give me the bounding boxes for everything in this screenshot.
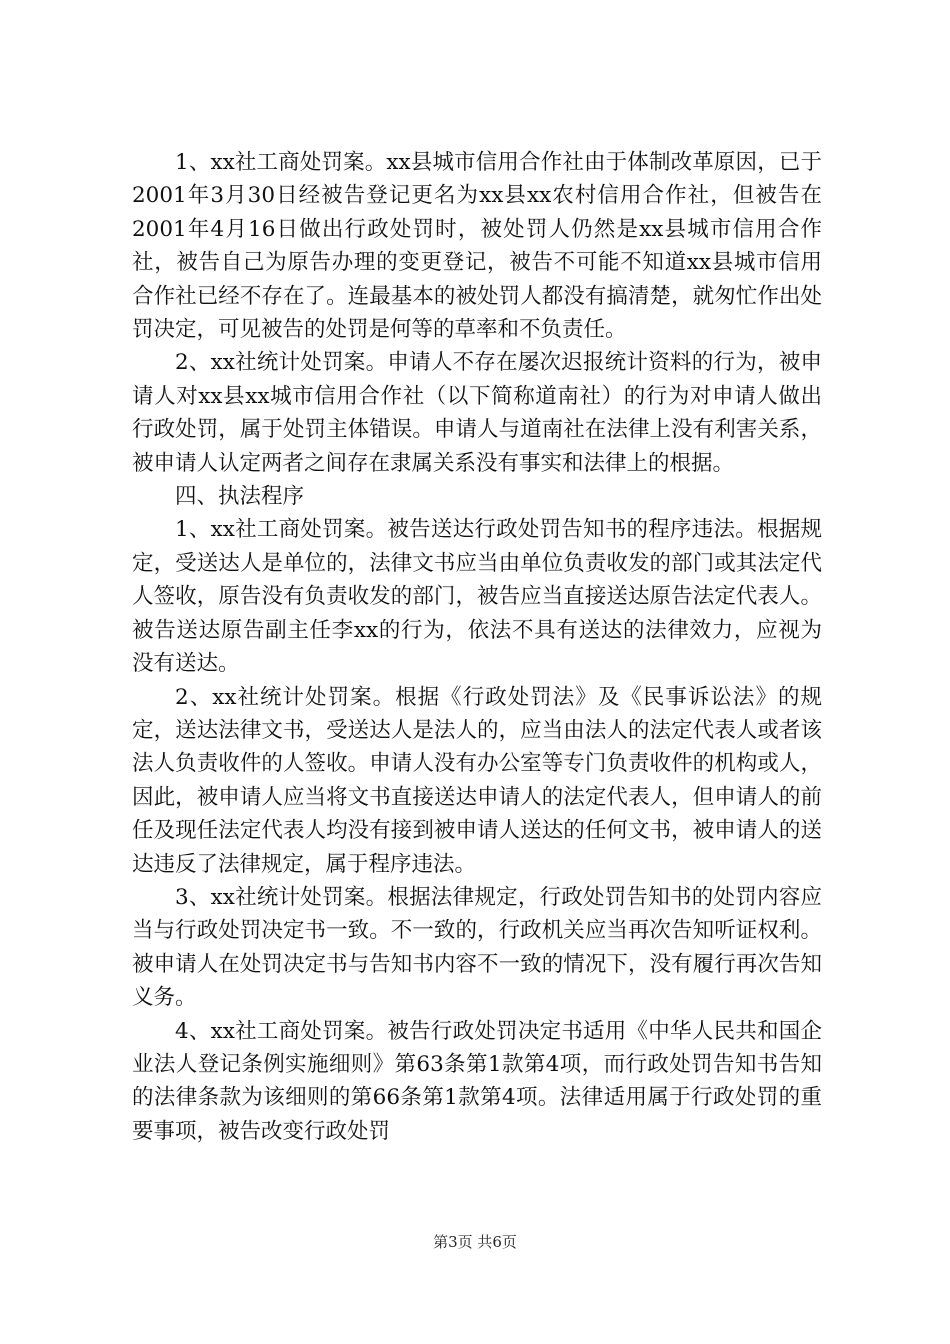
paragraph-3: 1、xx社工商处罚案。被告送达行政处罚告知书的程序违法。根据规定，受送达人是单位的，法律文书应当由单位负责收发的部门或其法定代人签收，原告没有负责收发的部门，被告应当直接送达原告法定代表人。被告送达原告副主任李xx的行为，依法不具有送达的法律效力，应视为没有送达。 xyxy=(132,517,822,677)
section-heading: 四、执法程序 xyxy=(175,484,305,510)
paragraph-6: 4、xx社工商处罚案。被告行政处罚决定书适用《中华人民共和国企业法人登记条例实施细则》第63条第1款第4项，而行政处罚告知书告知的法律条款为该细则的第66条第1款第4项。法律适用属于行政处罚的重要事项，被告改变行政处罚 xyxy=(132,1018,822,1144)
paragraph-1: 1、xx社工商处罚案。xx县城市信用合作社由于体制改革原因，已于2001年3月30日经被告登记更名为xx县xx农村信用合作社，但被告在2001年4月16日做出行政处罚时，被处罚人仍然是xx县城市信用合作社，被告自己为原告办理的变更登记，被告不可能不知道xx县城市信用合作社已经不存在了。连最基本的被处罚人都没有搞清楚，就匆忙作出处罚决定，可见被告的处罚是何等的草率和不负责任。 xyxy=(132,150,822,343)
paragraph-2: 2、xx社统计处罚案。申请人不存在屡次迟报统计资料的行为，被申请人对xx县xx城市信用合作社（以下简称道南社）的行为对申请人做出行政处罚，属于处罚主体错误。申请人与道南社在法律上没有利害关系，被申请人认定两者之间存在隶属关系没有事实和法律上的根据。 xyxy=(132,350,822,476)
page-number-footer: 第3页 共6页 xyxy=(433,1233,517,1251)
document-body xyxy=(132,146,822,1148)
paragraph-4: 2、xx社统计处罚案。根据《行政处罚法》及《民事诉讼法》的规定，送达法律文书，受送达人是法人的，应当由法人的法定代表人或者该法人负责收件的人签收。申请人没有办公室等专门负责收件的机构或人，因此，被申请人应当将文书直接送达申请人的法定代表人，但申请人的前任及现任法定代表人均没有接到被申请人送达的任何文书，被申请人的送达违反了法律规定，属于程序违法。 xyxy=(132,684,822,877)
paragraph-5: 3、xx社统计处罚案。根据法律规定，行政处罚告知书的处罚内容应当与行政处罚决定书一致。不一致的，行政机关应当再次告知听证权利。被申请人在处罚决定书与告知书内容不一致的情况下，没有履行再次告知义务。 xyxy=(132,884,822,1011)
